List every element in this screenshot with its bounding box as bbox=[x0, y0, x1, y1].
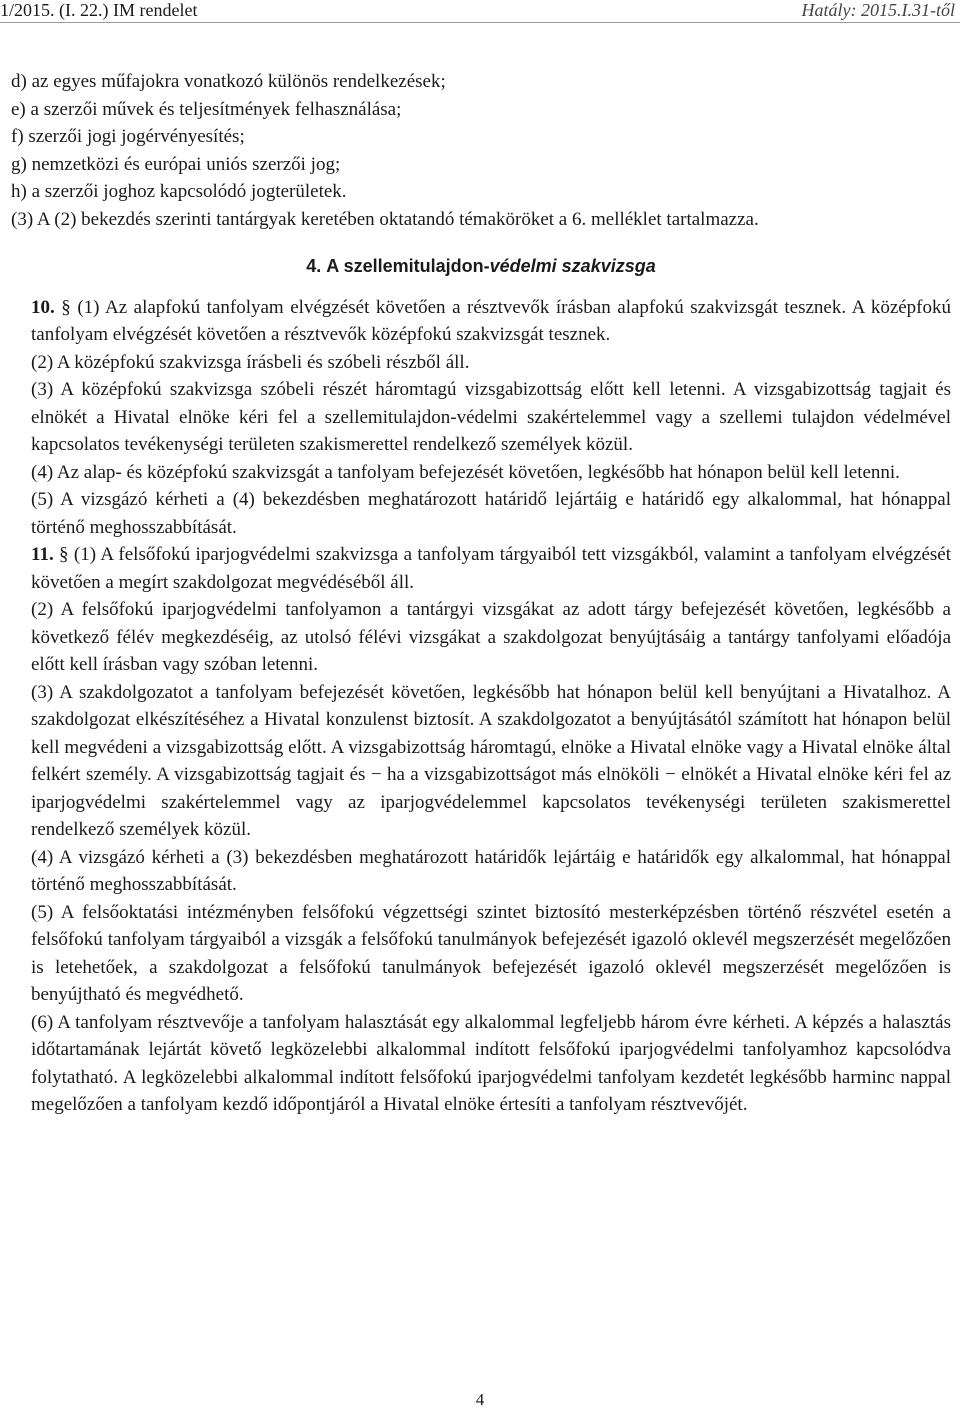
list-item: d) az egyes műfajokra vonatkozó különös rendelkezések; bbox=[11, 71, 446, 92]
paragraph: (5) A felsőoktatási intézményben felsőfokú végzettségi szintet biztosító mesterképzésben történő részvétel esetén a felsőfokú tanfolyam tárgyaiból a vizsgák a felsőfokú tanulmányok befejezését igazoló oklevél megszerzését megelőzően is letehetőek, a szakdolgozat a felsőfokú tanulmányok befejezését igazoló oklevél megszerzését megelőzően is benyújtható és megvédhető. bbox=[31, 901, 951, 1005]
header-divider bbox=[0, 22, 960, 23]
section-heading bbox=[11, 253, 951, 281]
section-title: A szellemitulajdon- bbox=[326, 256, 490, 276]
document-body bbox=[11, 68, 951, 1119]
paragraph: (3) A középfokú szakvizsga szóbeli részét háromtagú vizsgabizottság előtt kell letenni. A vizsgabizottság tagjait és elnökét a Hivatal elnöke kéri fel a szellemitulajdon-védelmi szakértelemmel vagy a szellemi tulajdon védelmével kapcsolatos tevékenységi területen szakismerettel rendelkező személyek közül. bbox=[31, 379, 951, 455]
effective-date: Hatály: 2015.I.31-től bbox=[801, 0, 955, 20]
section-paragraph-number: 11. bbox=[31, 544, 54, 565]
section-sign-icon: § bbox=[53, 544, 69, 565]
list-item: h) a szerzői joghoz kapcsolódó jogterületek. bbox=[11, 181, 347, 202]
document-title: 1/2015. (I. 22.) IM rendelet bbox=[0, 0, 198, 20]
paragraph: (4) Az alap- és középfokú szakvizsgát a tanfolyam befejezését követően, legkésőbb hat hónapon belül kell letenni. bbox=[31, 461, 900, 483]
section-paragraph-number: 10. bbox=[31, 296, 55, 318]
paragraph: 10. § (1) Az alapfokú tanfolyam elvégzését követően a résztvevők írásban alapfokú szakvizsgát tesznek. A középfokú tanfolyam elvégzését követően a résztvevők középfokú szakvizsgát tesznek. bbox=[31, 296, 952, 345]
paragraph: (6) A tanfolyam résztvevője a tanfolyam halasztását egy alkalommal legfeljebb három évre kérheti. A képzés a halasztás időtartamának lejártát követő legközelebbi alkalommal indított felsőfokú iparjogvédelmi tanfolyamhoz kapcsolódva folytatható. A legközelebbi alkalommal indított felsőfokú iparjogvédelmi tanfolyam kezdetét legkésőbb harminc nappal megelőzően a tanfolyam kezdő időpontjáról a Hivatal elnöke értesíti a tanfolyam résztvevőjét. bbox=[31, 1011, 951, 1115]
paragraph: (4) A vizsgázó kérheti a (3) bekezdésben meghatározott határidők lejártáig e határidők egy alkalommal, hat hónappal történő meghosszabbítását. bbox=[31, 846, 951, 895]
list-item: e) a szerzői művek és teljesítmények felhasználása; bbox=[11, 98, 402, 120]
paragraph: (3) A szakdolgozatot a tanfolyam befejezését követően, legkésőbb hat hónapon belül kell benyújtani a Hivatalhoz. A szakdolgozat elkészítéséhez a Hivatal konzulenst biztosít. A szakdolgozatot a benyújtásától számított hat hónapon belül kell megvédeni a vizsgabizottság előtt. A vizsgabizottság háromtagú, elnöke a Hivatal elnöke vagy a Hivatal elnöke által felkért személy. A vizsgabizottság tagjait és − ha a vizsgabizottságot más elnököli − elnökét a Hivatal elnöke kéri fel az iparjogvédelmi szakértelemmel vagy az iparjogvédelemmel kapcsolatos tevékenységi területen szakismerettel rendelkező személyek közül. bbox=[31, 681, 951, 840]
section-number: 4. bbox=[306, 256, 322, 276]
page-header bbox=[0, 0, 960, 22]
list-item: g) nemzetközi és európai uniós szerzői jog; bbox=[11, 153, 341, 175]
list-item: f) szerzői jogi jogérvényesítés; bbox=[11, 126, 245, 147]
paragraph: (2) A középfokú szakvizsga írásbeli és szóbeli részből áll. bbox=[31, 351, 470, 373]
paragraph: (3) A (2) bekezdés szerinti tantárgyak keretében oktatandó témaköröket a 6. melléklet tartalmazza. bbox=[11, 208, 759, 230]
paragraph: 11. § (1) A felsőfokú iparjogvédelmi szakvizsga a tanfolyam tárgyaiból tett vizsgákból, valamint a tanfolyam elvégzését követően a megírt szakdolgozat megvédéséből áll. bbox=[31, 544, 951, 593]
section-sign-icon: § bbox=[54, 296, 71, 318]
paragraph: (2) A felsőfokú iparjogvédelmi tanfolyamon a tantárgyi vizsgákat az adott tárgy befejezését követően, legkésőbb a következő félév megkezdéséig, az utolsó félévi vizsgákat a szakdolgozat benyújtásáig a tantárgy tanfolyami előadója előtt kell írásban vagy szóban letenni. bbox=[31, 599, 951, 675]
section-title-italic: védelmi szakvizsga bbox=[489, 256, 656, 276]
paragraph: (5) A vizsgázó kérheti a (4) bekezdésben meghatározott határidő lejártáig e határidő egy alkalommal, hat hónappal történő meghosszabbítását. bbox=[31, 489, 951, 538]
page-number: 4 bbox=[475, 1390, 485, 1409]
